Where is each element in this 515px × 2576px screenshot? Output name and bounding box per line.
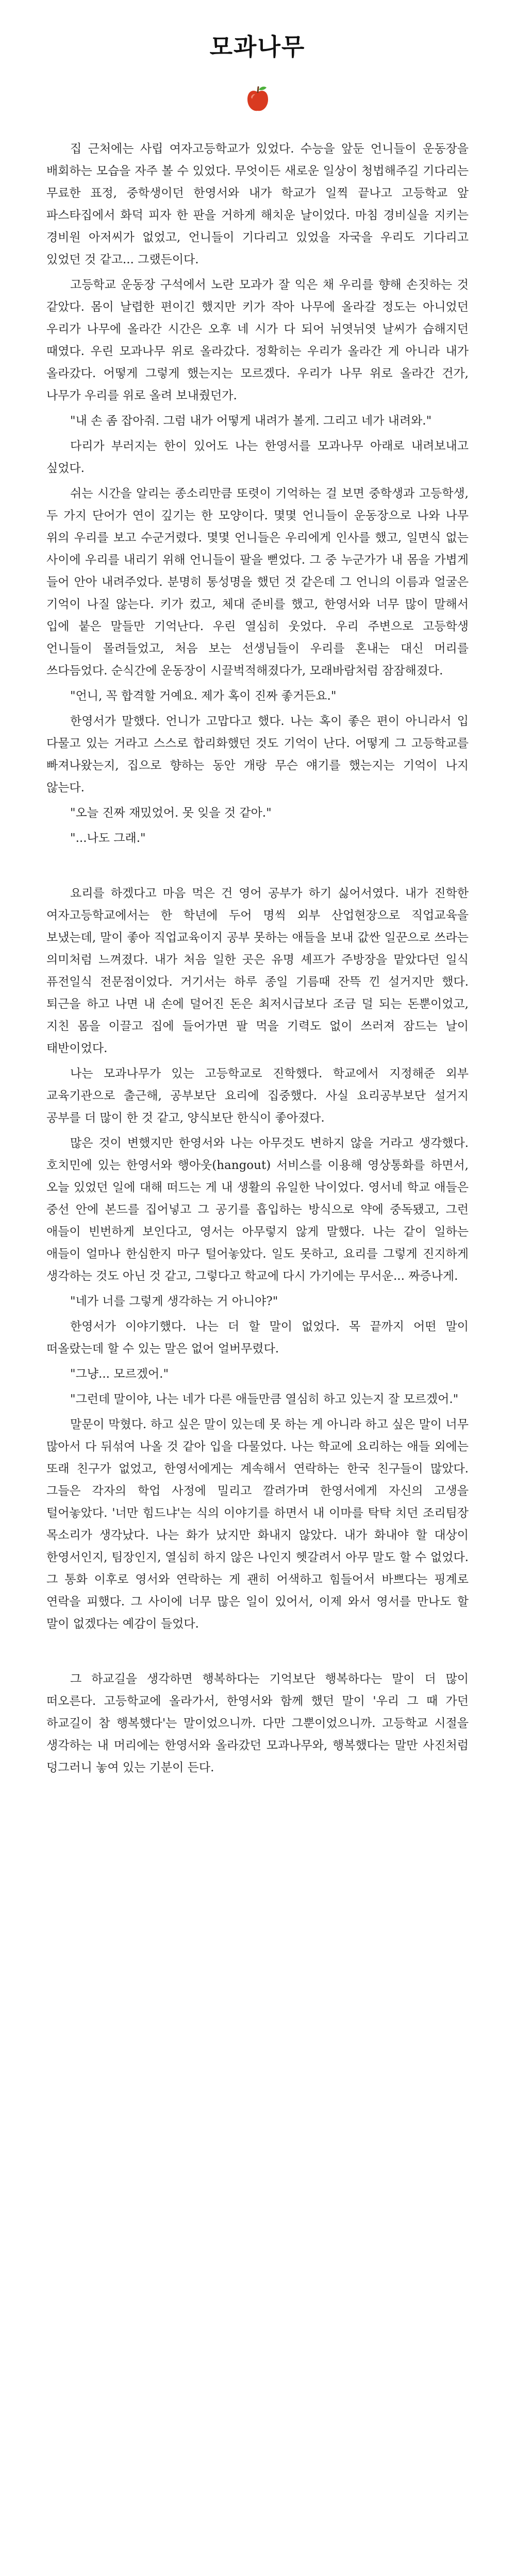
paragraph: 요리를 하겠다고 마음 먹은 건 영어 공부가 하기 싫어서였다. 내가 진학한 여자고등학교에서는 한 학년에 두어 명씩 외부 산업현장으로 직업교육을 보냈는데, 말이 좋아 직업교육이지 공부 못하는 애들을 보내 값싼 일꾼으로 쓰라는 의미처럼 느껴졌다. 내가 처음 일한 곳은 유명 셰프가 주방장을 맡았다던 일식 퓨전일식 전문점이었다. 거기서는 하루 종일 기름때 잔뜩 낀 설거지만 했다. 퇴근을 하고 나면 내 손에 덜어진 돈은 최저시급보다 조금 덜 되는 돈뿐이었고, 지친 몸을 이끌고 집에 들어가면 팔 먹을 기력도 없이 쓰러져 잠드는 날이 태반이었다. <box>46 887 469 1055</box>
apple-icon <box>245 85 271 113</box>
page-title: 모과나무 <box>209 33 306 61</box>
dialogue-line: "...나도 그래." <box>70 832 146 845</box>
dialogue-line: "그냥... 모르겠어." <box>70 1367 169 1381</box>
paragraph: 집 근처에는 사립 여자고등학교가 있었다. 수능을 앞둔 언니들이 운동장을 배회하는 모습을 자주 볼 수 있었다. 무엇이든 새로운 일상이 청법해주길 기다리는 무료한 표정, 중학생이던 한영서와 내가 학교가 일찍 끝나고 고등학교 앞 파스타집에서 화덕 피자 한 판을 거하게 해치운 날이었다. 마침 경비실을 지키는 경비원 아저씨가 없었고, 언니들이 기다리고 있었을 자국을 우리도 기다리고 있었던 것 같고... 그랬든이다. <box>46 142 469 266</box>
paragraph: 쉬는 시간을 알리는 종소리만큼 또렷이 기억하는 걸 보면 중학생과 고등학생, 두 가지 단어가 연이 깊기는 한 모양이다. 몇몇 언니들이 운동장으로 나와 나무 위의 우리를 보고 수군거렸다. 몇몇 언니들은 우리에게 인사를 했고, 일면식 없는 사이에 우리를 내리기 위해 언니들이 팔을 뻗었다. 그 중 누군가가 내 몸을 가볍게 들어 안아 내려주었다. 분명히 통성명을 했던 것 같은데 그 언니의 이름과 얼굴은 기억이 나질 않는다. 키가 컸고, 체대 준비를 했고, 한영서와 너무 많이 말해서 입에 붙은 말들만 기억난다. 우린 열심히 웃었다. 우리 주변으로 고등학생 언니들이 몰려들었고, 처음 보는 선생님들이 우리를 혼내는 대신 머리를 쓰다듬었다. 순식간에 운동장이 시끌벅적해졌다가, 모래바람처럼 잠잠해졌다. <box>46 487 469 677</box>
dialogue-line: "내 손 좀 잡아줘. 그럼 내가 어떻게 내려가 볼게. 그리고 네가 내려와." <box>70 414 432 428</box>
dialogue-line: "네가 너를 그렇게 생각하는 거 아니야?" <box>70 1295 278 1308</box>
paragraph: 다리가 부러지는 한이 있어도 나는 한영서를 모과나무 아래로 내려보내고 싶었다. <box>46 439 469 475</box>
paragraph: 많은 것이 변했지만 한영서와 나는 아무것도 변하지 않을 거라고 생각했다. 호치민에 있는 한영서와 행아웃(hangout) 서비스를 이용해 영상통화를 하면서, 오늘 있었던 일에 대해 떠드는 게 내 생활의 유일한 낙이었다. 영서네 학교 애들은 중선 안에 본드를 집어넣고 그 공기를 흡입하는 방식으로 약에 중독됐고, 그런 애들이 빈번하게 보인다고, 영서는 아무렇지 않게 말했다. 나는 같이 일하는 애들이 얼마나 한심한지 마구 털어놓았다. 일도 못하고, 요리를 그렇게 진지하게 생각하는 것도 아닌 것 같고, 그렇다고 학교에 다시 가기에는 무서운... 짜증나게. <box>46 1137 469 1283</box>
section-break <box>46 853 469 883</box>
section-break <box>46 1638 469 1668</box>
paragraph: 나는 모과나무가 있는 고등학교로 진학했다. 학교에서 지정해준 외부 교육기관으로 출근해, 공부보단 요리에 집중했다. 사실 요리공부보단 설거지 공부를 더 많이 한 것 같고, 양식보단 한식이 좋아졌다. <box>46 1067 469 1125</box>
dialogue-line: "그런데 말이야, 나는 네가 다른 애들만큼 열심히 하고 있는지 잘 모르겠어." <box>70 1393 459 1406</box>
dialogue-line: "언니, 꼭 합격할 거예요. 제가 혹이 진짜 좋거든요." <box>70 689 337 703</box>
paragraph: 고등학교 운동장 구석에서 노란 모과가 잘 익은 채 우리를 향해 손짓하는 것 같았다. 몸이 날렵한 편이긴 했지만 키가 작아 나무에 올라갈 정도는 아니었던 우리가 나무에 올라간 시간은 오후 네 시가 다 되어 뉘엿뉘엿 날씨가 습해지던 때였다. 우린 모과나무 위로 올라갔다. 정확히는 우리가 올라간 게 아니라 내가 올라갔다. 어떻게 그렇게 했는지는 모르겠다. 우리가 나무 위로 올라간 건가, 나무가 우리를 위로 올려 보내줬던가. <box>46 278 469 402</box>
paragraph: 말문이 막혔다. 하고 싶은 말이 있는데 못 하는 게 아니라 하고 싶은 말이 너무 많아서 다 뒤섞여 나올 것 같아 입을 다물었다. 나는 학교에 요리하는 애들 외에는 또래 친구가 없었고, 한영서에게는 계속해서 연락하는 한국 친구들이 많았다. 그들은 각자의 학업 사정에 밀리고 깔려가며 한영서에게 자신의 고생을 털어놓았다. '너만 힘드냐'는 식의 이야기를 하면서 내 이마를 탁탁 치던 조리팀장 목소리가 생각났다. 나는 화가 났지만 화내지 않았다. 내가 화내야 할 대상이 한영서인지, 팀장인지, 열심히 하지 않은 나인지 헷갈려서 아무 말도 할 수 없었다. 그 통화 이후로 영서와 연락하는 게 괜히 어색하고 힘들어서 바쁘다는 핑계로 연락을 피했다. 그 사이에 너무 많은 일이 있어서, 이제 와서 영서를 만나도 할 말이 없겠다는 예감이 들었다. <box>46 1418 469 1631</box>
paragraph: 한영서가 말했다. 언니가 고맙다고 했다. 나는 혹이 좋은 편이 아니라서 입 다물고 있는 거라고 스스로 합리화했던 것도 기억이 난다. 어떻게 그 고등학교를 빠져나왔는지, 집으로 향하는 동안 개랑 무슨 얘기를 했는지는 기억이 나지 않는다. <box>46 715 469 794</box>
paragraph: 그 하교길을 생각하면 행복하다는 기억보단 행복하다는 말이 더 많이 떠오른다. 고등학교에 올라가서, 한영서와 함께 했던 말이 '우리 그 때 가던 하교길이 참 행복했다'는 말이었으니까. 다만 그뿐이었으니까. 고등학교 시절을 생각하는 내 머리에는 한영서와 올라갔던 모과나무와, 행복했다는 말만 사진처럼 덩그러니 놓여 있는 기분이 든다. <box>46 1672 469 1774</box>
story-body <box>46 138 469 1782</box>
dialogue-line: "오늘 진짜 재밌었어. 못 잊을 것 같아." <box>70 806 272 820</box>
paragraph: 한영서가 이야기했다. 나는 더 할 말이 없었다. 목 끝까지 어떤 말이 떠올랐는데 할 수 있는 말은 없어 얼버무렸다. <box>46 1320 469 1355</box>
